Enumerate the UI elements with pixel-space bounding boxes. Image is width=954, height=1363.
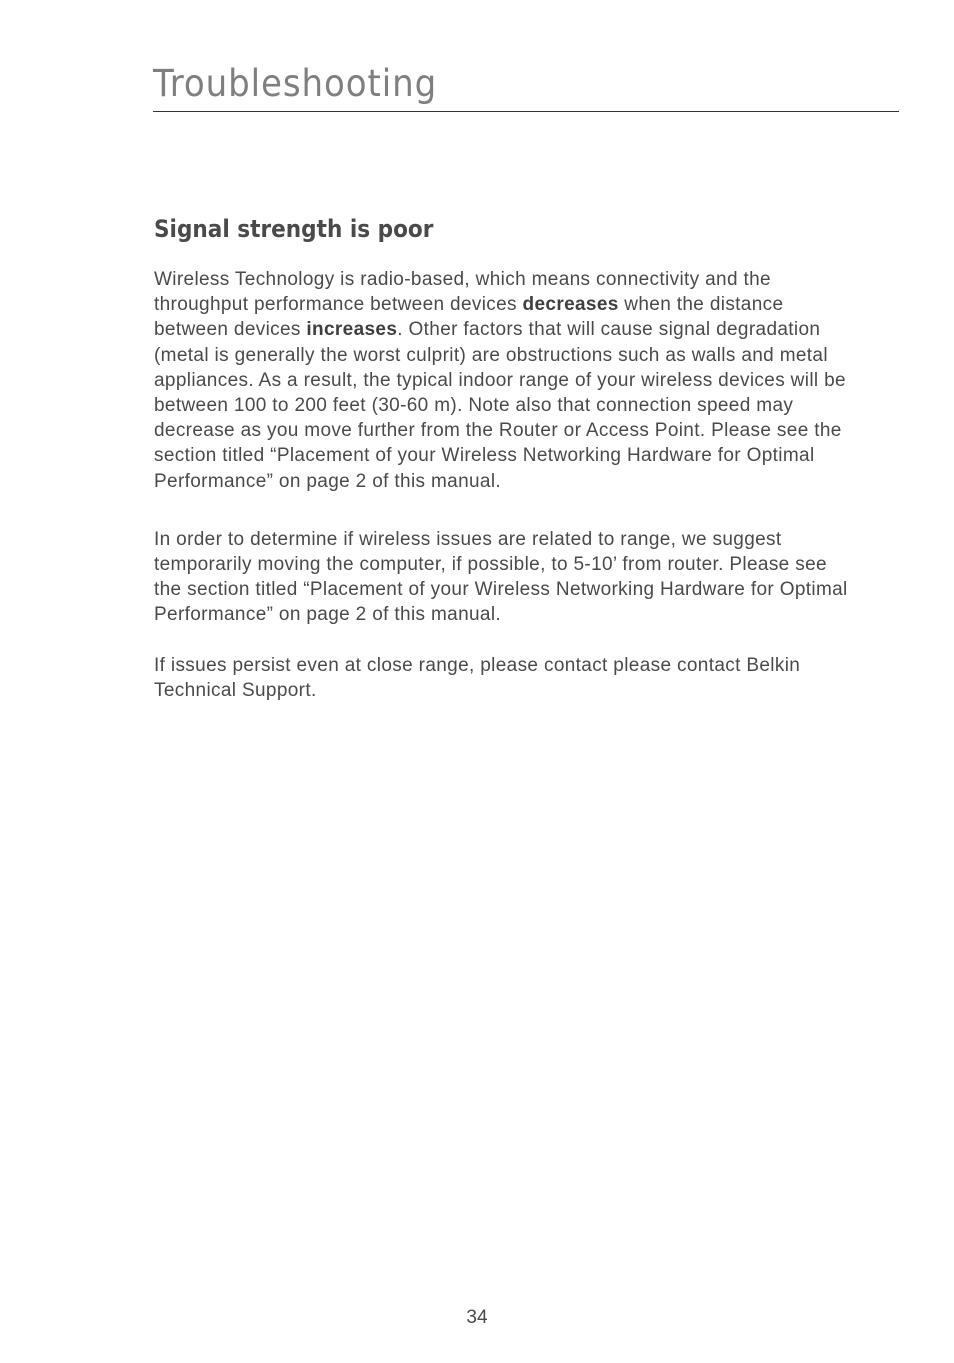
troubleshooting-section (154, 212, 854, 703)
paragraph-range-test: In order to determine if wireless issues are related to range, we suggest temporarily moving the computer, if possible, to 5-10’ from router. Please see the section titled “Placement of your Wireless Networking Hardware for Optimal Performance” on page 2 of this manual. (154, 528, 848, 626)
section-heading: Signal strength is poor (154, 215, 434, 243)
paragraph-text: when the distance between devices (154, 294, 784, 341)
page-header (153, 62, 899, 106)
paragraph-text: Wireless Technology is radio-based, which means connectivity and the throughput performance between devices (154, 269, 771, 316)
paragraph-contact-support: If issues persist even at close range, please contact please contact Belkin Technical Support. (154, 654, 801, 701)
bold-increases: increases (306, 319, 398, 341)
bold-decreases: decreases (522, 294, 619, 316)
page-title: Troubleshooting (153, 62, 438, 105)
paragraph-text: . Other factors that will cause signal degradation (metal is generally the worst culprit) are obstructions such as walls and metal appliances. As a result, the typical indoor range of your wireless devices will be between 100 to 200 feet (30-60 m). Note also that connection speed may decrease as you move further from the Router or Access Point. Please see the section titled “Placement of your Wireless Networking Hardware for Optimal Performance” on page 2 of this manual. (154, 319, 846, 492)
header-divider (153, 111, 899, 112)
page-number: 34 (466, 1307, 488, 1328)
paragraph-signal-strength (154, 267, 854, 494)
